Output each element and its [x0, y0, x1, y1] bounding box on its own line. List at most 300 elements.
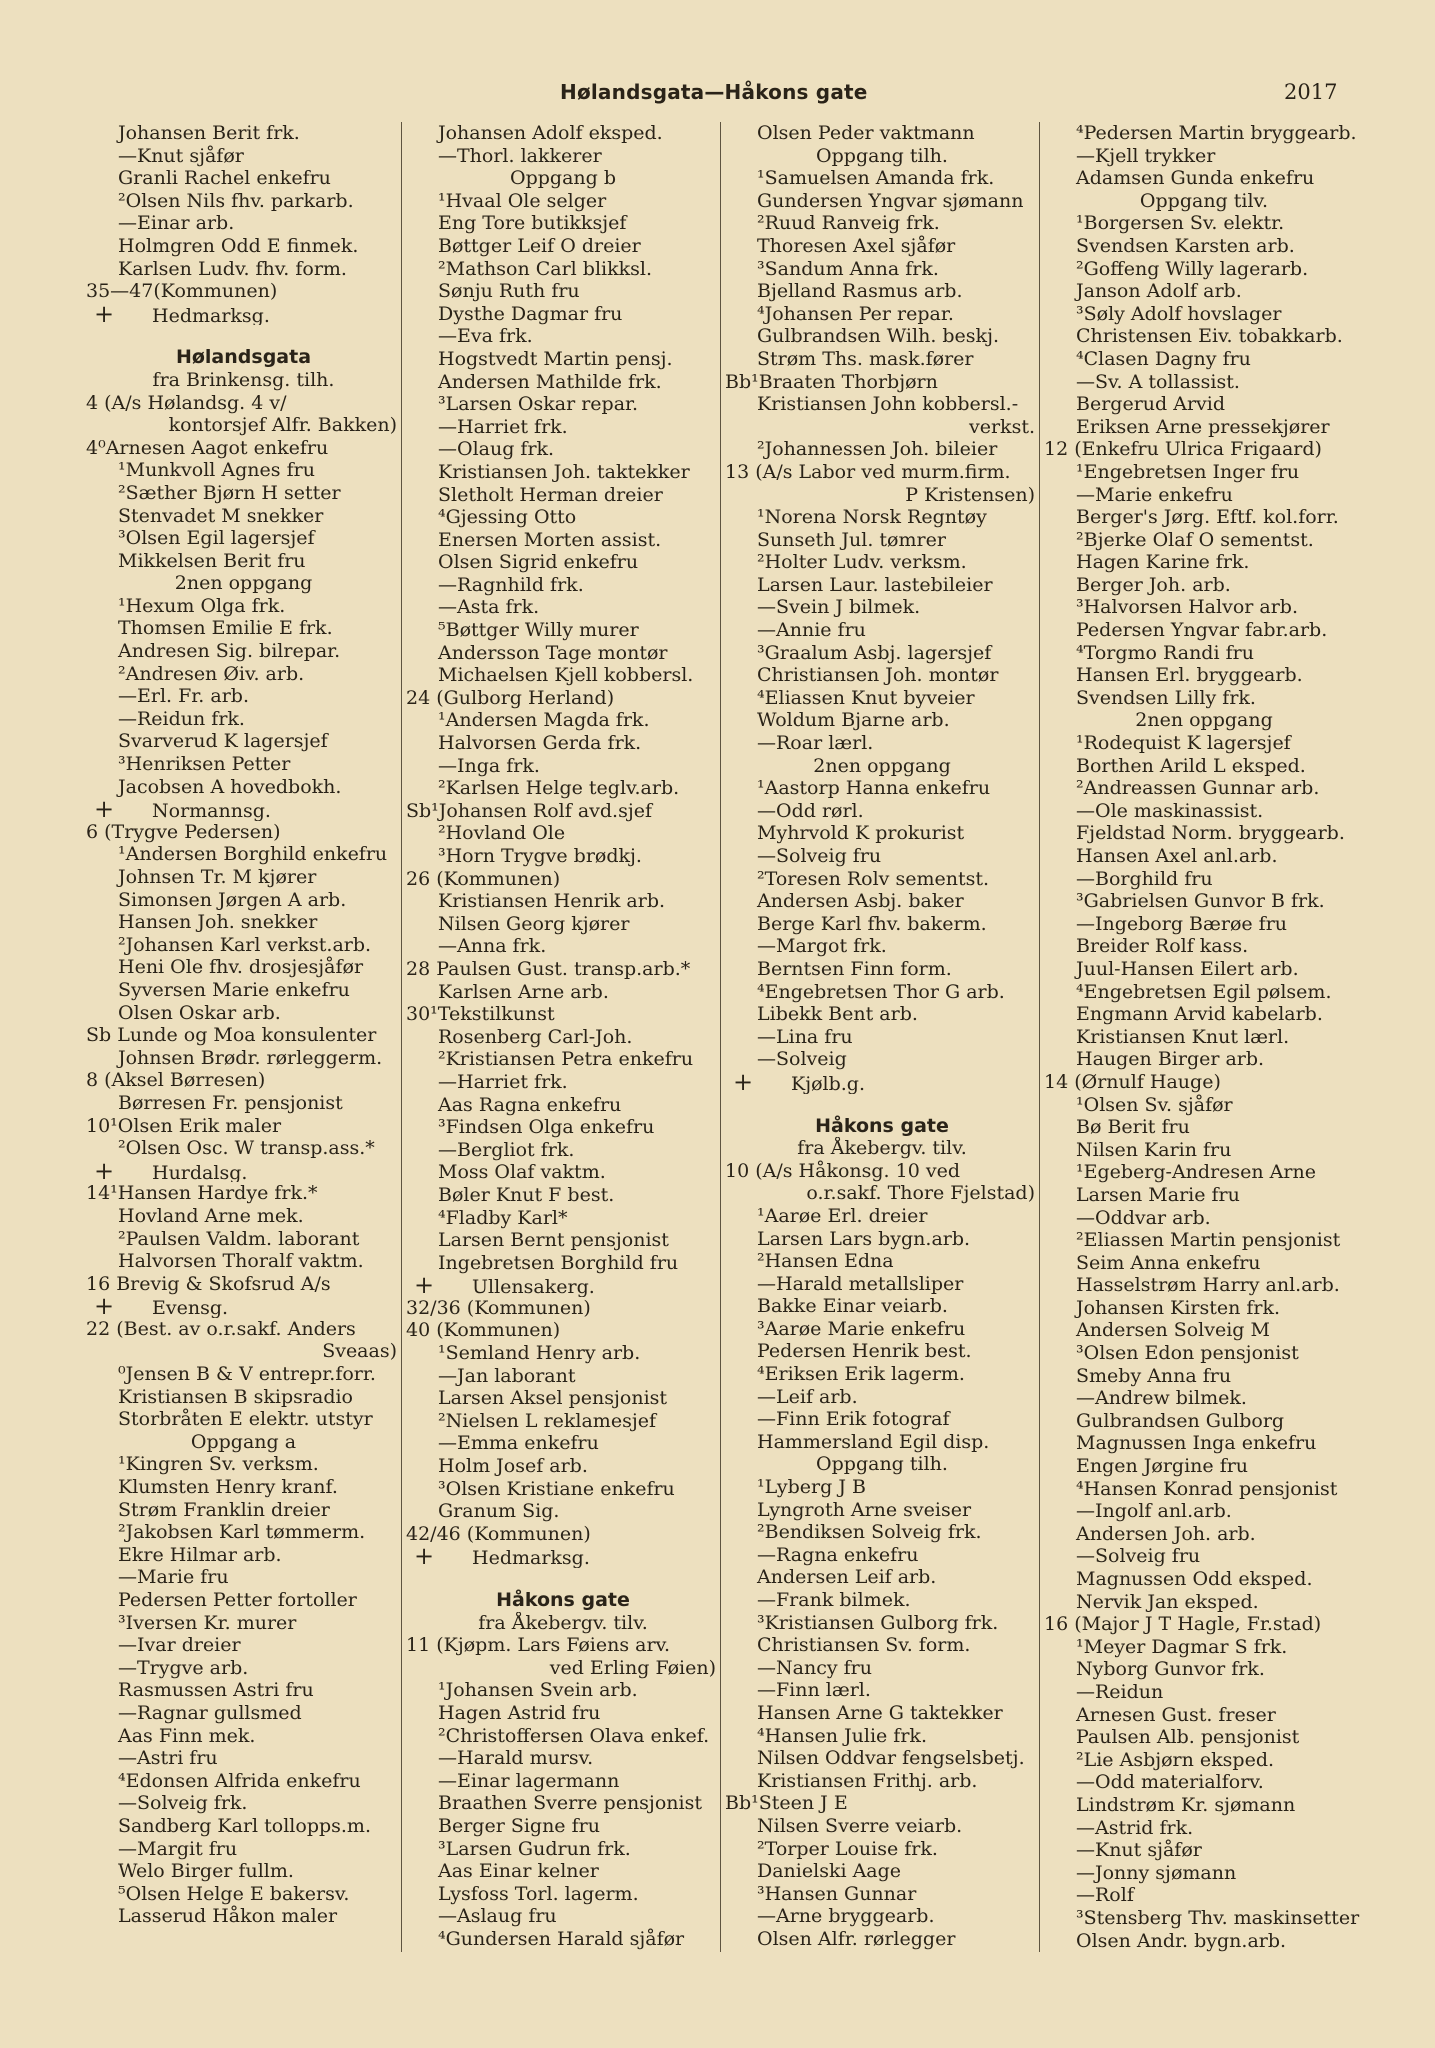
directory-entry: Thoresen Axel sjåfør [757, 234, 956, 257]
directory-entry: ⁴Hansen Julie frk. [757, 1724, 927, 1747]
directory-entry: Andersen Leif arb. [757, 1566, 937, 1589]
directory-entry: Svendsen Lilly frk. [1076, 686, 1256, 709]
directory-entry: —Solveig frk. [118, 1792, 248, 1815]
directory-entry: —Rolf [1076, 1884, 1134, 1907]
directory-entry: —Jonny sjømann [1076, 1861, 1237, 1884]
directory-entry: ¹Aastorp Hanna enkefru [757, 777, 991, 800]
directory-entry: ²Torper Louise frk. [757, 1837, 938, 1860]
cross-icon: + [414, 1274, 435, 1297]
directory-entry: ⁴Edonsen Alfrida enkefru [118, 1769, 361, 1792]
street-heading: Håkons gate [815, 1114, 949, 1137]
directory-entry: ²Ruud Ranveig frk. [757, 212, 940, 235]
directory-entry: Danielski Aage [757, 1860, 902, 1883]
directory-entry: Johansen Kirsten frk. [1076, 1296, 1281, 1319]
stairway-label: fra Brinkensg. tilh. [152, 368, 335, 391]
directory-entry: Nilsen Georg kjører [438, 912, 630, 935]
directory-entry: Mikkelsen Berit fru [118, 549, 306, 572]
directory-entry: Pedersen Yngvar fabr.arb. [1076, 619, 1328, 642]
directory-entry: Heni Ole fhv. drosjesjåfør [118, 956, 364, 979]
directory-entry: ⁴Eliassen Knut byveier [757, 686, 975, 709]
directory-entry: ¹Johansen Svein arb. [438, 1679, 638, 1702]
directory-entry: Hasselstrøm Harry anl.arb. [1076, 1274, 1340, 1297]
directory-entry: ¹Olsen Sv. sjåfør [1076, 1093, 1233, 1116]
address-entry: 16 Brevig & Skofsrud A/s [86, 1272, 331, 1295]
directory-entry: —Kjell trykker [1076, 144, 1216, 167]
page-header [0, 80, 1435, 112]
directory-entry: ⁴Pedersen Martin bryggearb. [1076, 122, 1357, 144]
directory-entry: —Finn lærl. [757, 1679, 871, 1702]
directory-entry: —Oddvar arb. [1076, 1206, 1211, 1229]
directory-entry: Smeby Anna fru [1076, 1364, 1232, 1387]
directory-entry: ⁴Fladby Karl* [438, 1206, 568, 1229]
address-entry: 13 (A/s Labor ved murm.firm. [725, 460, 1011, 483]
directory-entry: Kristiansen Joh. taktekker [438, 460, 690, 483]
directory-entry: Rasmussen Astri fru [118, 1679, 314, 1702]
address-entry: 4⁰Arnesen Aagot enkefru [86, 436, 329, 459]
directory-entry: —Trygve arb. [118, 1656, 249, 1679]
address-entry: 8 (Aksel Børresen) [86, 1069, 266, 1092]
address-entry: 10 (A/s Håkonsg. 10 ved [725, 1159, 960, 1182]
directory-entry: —Astrid frk. [1076, 1816, 1194, 1839]
directory-entry: Andersen Solveig M [1076, 1319, 1270, 1342]
directory-entry: —Harriet frk. [438, 415, 568, 438]
directory-entry: Granli Rachel enkefru [118, 167, 331, 190]
directory-entry: Hagen Karine frk. [1076, 551, 1250, 574]
directory-entry: Hagen Astrid fru [438, 1701, 601, 1724]
directory-entry: —Inga frk. [438, 754, 540, 777]
directory-entry: —Sv. A tollassist. [1076, 370, 1240, 393]
directory-entry: Larsen Lars bygn.arb. [757, 1227, 971, 1250]
entry-continuation: Sveaas) [322, 1340, 397, 1363]
directory-entry: ²Olsen Nils fhv. parkarb. [118, 189, 354, 212]
column-4 [1039, 122, 1364, 1952]
directory-entry: ¹Andersen Magda frk. [438, 709, 650, 732]
address-entry: 14 (Ørnulf Hauge) [1044, 1070, 1221, 1093]
directory-entry: —Borghild fru [1076, 867, 1213, 890]
directory-entry: Engen Jørgine fru [1076, 1455, 1249, 1478]
directory-entry: —Erl. Fr. arb. [118, 685, 249, 708]
directory-entry: Ingebretsen Borghild fru [438, 1251, 679, 1274]
directory-entry: Kristiansen B skipsradio [118, 1385, 353, 1408]
address-entry: 28 Paulsen Gust. transp.arb.* [406, 957, 691, 980]
cross-street-name: Normannsg. [152, 800, 271, 821]
stairway-label: Oppgang tilh. [816, 144, 948, 167]
stairway-label: 2nen oppgang [1135, 709, 1273, 732]
address-entry: 10¹Olsen Erik maler [86, 1114, 282, 1137]
entry-continuation: ved Erling Føien) [549, 1656, 716, 1679]
directory-entry: Nilsen Sverre veiarb. [757, 1814, 963, 1837]
directory-entry: Kristiansen John kobbersl.- [757, 393, 1019, 416]
cross-street-name: Evensg. [152, 1297, 229, 1318]
stairway-label: fra Åkebergv. tilv. [797, 1137, 967, 1160]
directory-entry: —Knut sjåfør [1076, 1839, 1202, 1862]
directory-entry: Kristiansen Knut lærl. [1076, 1025, 1290, 1048]
directory-entry: —Ragna enkefru [757, 1543, 919, 1566]
directory-entry: Olsen Peder vaktmann [757, 122, 975, 144]
address-entry: 16 (Major J T Hagle, Fr.stad) [1044, 1613, 1322, 1636]
directory-entry: Andersen Mathilde frk. [438, 370, 662, 393]
directory-entry: —Ragnar gullsmed [118, 1701, 302, 1724]
directory-entry: Lyngroth Arne sveiser [757, 1498, 972, 1521]
directory-entry: ⁴Torgmo Randi fru [1076, 641, 1254, 664]
directory-entry: Libekk Bent arb. [757, 1003, 918, 1026]
directory-entry: Berge Karl fhv. bakerm. [757, 912, 987, 935]
directory-entry: ¹Samuelsen Amanda frk. [757, 167, 995, 190]
directory-entry: ³Larsen Oskar repar. [438, 393, 639, 416]
directory-entry: ⁰Jensen B & V entrepr.forr. [118, 1363, 376, 1386]
directory-entry: ¹Lyberg J B [757, 1476, 866, 1499]
directory-entry: —Solveig fru [1076, 1545, 1201, 1568]
directory-entry: —Eva frk. [438, 325, 533, 348]
stairway-label: Oppgang tilv. [1139, 189, 1269, 212]
cross-icon: + [94, 1295, 115, 1318]
directory-entry: Aas Ragna enkefru [438, 1093, 622, 1116]
directory-entry: —Einar lagermann [438, 1769, 620, 1792]
address-entry: Bb¹Steen J E [725, 1792, 848, 1815]
directory-entry: ³Sandum Anna frk. [757, 257, 939, 280]
directory-entry: ³Hansen Gunnar [757, 1882, 917, 1905]
directory-entry: Klumsten Henry kranf. [118, 1476, 338, 1499]
directory-entry: ²Bendiksen Solveig frk. [757, 1521, 982, 1544]
directory-entry: ³Stensberg Thv. maskinsetter [1076, 1906, 1360, 1929]
directory-entry: ²Toresen Rolv sementst. [757, 867, 989, 890]
directory-entry: ²Jakobsen Karl tømmerm. [118, 1521, 366, 1544]
directory-entry: Andersen Asbj. baker [757, 890, 964, 913]
directory-entry: —Ole maskinassist. [1076, 799, 1264, 822]
directory-entry: Engmann Arvid kabelarb. [1076, 1003, 1323, 1026]
cross-street-marker [725, 1071, 1039, 1094]
directory-entry: Arnesen Gust. freser [1076, 1703, 1276, 1726]
cross-street-marker [406, 1274, 720, 1297]
directory-entry: ²Sæther Bjørn H setter [118, 481, 341, 504]
directory-entry: ³Graalum Asbj. lagersjef [757, 641, 992, 664]
address-entry: Sb Lunde og Moa konsulenter [86, 1024, 377, 1047]
column-2 [401, 122, 720, 1952]
directory-entry: ²Kristiansen Petra enkefru [438, 1048, 694, 1071]
cross-street-name: Hurdalsg. [152, 1161, 248, 1183]
directory-entry: —Odd rørl. [757, 799, 864, 822]
directory-entry: Juul-Hansen Eilert arb. [1076, 957, 1299, 980]
directory-entry: Eriksen Arne pressekjører [1076, 415, 1330, 438]
directory-entry: Halvorsen Gerda frk. [438, 732, 642, 755]
directory-entry: —Margit fru [118, 1837, 238, 1860]
directory-entry: Karlsen Arne arb. [438, 980, 609, 1003]
directory-entry: Magnussen Inga enkefru [1076, 1432, 1317, 1455]
directory-entry: Simonsen Jørgen A arb. [118, 888, 347, 911]
directory-entry: —Solveig fru [757, 845, 882, 867]
directory-entry: ¹Engebretsen Inger fru [1076, 460, 1300, 483]
directory-entry: ¹Egeberg-Andresen Arne [1076, 1161, 1316, 1184]
directory-entry: —Harald mursv. [438, 1747, 594, 1770]
directory-entry: —Marie enkefru [1076, 483, 1233, 506]
directory-entry: Christiansen Joh. montør [757, 664, 999, 687]
directory-entry: —Reidun frk. [118, 707, 245, 730]
directory-entry: Stenvadet M snekker [118, 504, 324, 527]
directory-entry: ⁴Johansen Per repar. [757, 302, 954, 325]
directory-entry: ³Larsen Gudrun frk. [438, 1837, 631, 1860]
directory-entry: ²Christoffersen Olava enkef. [438, 1724, 710, 1747]
directory-entry: Berger Joh. arb. [1076, 573, 1231, 596]
directory-entry: Hogstvedt Martin pensj. [438, 347, 673, 370]
stairway-label: 2nen oppgang [813, 754, 951, 777]
directory-entry: Aas Finn mek. [118, 1724, 256, 1747]
directory-entry: Kristiansen Henrik arb. [438, 890, 666, 913]
directory-entry: ³Olsen Kristiane enkefru [438, 1477, 675, 1500]
directory-entry: Haugen Birger arb. [1076, 1048, 1265, 1071]
directory-entry: Larsen Bernt pensjonist [438, 1229, 669, 1252]
directory-entry: —Arne bryggearb. [757, 1905, 935, 1928]
directory-entry: Fjeldstad Norm. bryggearb. [1076, 822, 1345, 845]
directory-entry: Rosenberg Carl-Joh. [438, 1025, 633, 1048]
directory-entry: ²Johannessen Joh. bileier [757, 438, 998, 461]
cross-street-marker [86, 798, 401, 821]
directory-entry: Sunseth Jul. tømrer [757, 528, 946, 551]
street-heading: Hølandsgata [175, 346, 312, 369]
directory-entry: Lasserud Håkon maler [118, 1905, 338, 1928]
cross-street-marker [406, 1545, 720, 1568]
directory-entry: —Thorl. lakkerer [438, 144, 602, 167]
directory-entry: —Anna frk. [438, 935, 547, 958]
directory-entry: ⁵Bøttger Willy murer [438, 619, 639, 642]
directory-entry: Aas Einar kelner [438, 1860, 599, 1883]
directory-entry: Larsen Aksel pensjonist [438, 1387, 668, 1410]
directory-entry: Michaelsen Kjell kobbersl. [438, 664, 694, 687]
directory-entry: ²Goffeng Willy lagerarb. [1076, 257, 1309, 280]
cross-street-marker [86, 1295, 401, 1318]
cross-icon: + [94, 798, 115, 821]
directory-entry: Berger's Jørg. Eftf. kol.forr. [1076, 506, 1339, 529]
directory-entry: ⁴Gjessing Otto [438, 506, 577, 529]
directory-entry: Moss Olaf vaktm. [438, 1161, 606, 1184]
directory-entry: Ekre Hilmar arb. [118, 1543, 282, 1566]
directory-entry: Gulbrandsen Gulborg [1076, 1409, 1285, 1432]
cross-street-marker [86, 1160, 401, 1183]
entry-continuation: P Kristensen) [905, 483, 1035, 506]
directory-entry: Woldum Bjarne arb. [757, 709, 950, 732]
directory-entry: Bergerud Arvid [1076, 393, 1225, 416]
directory-entry: Strøm Franklin dreier [118, 1498, 330, 1521]
directory-entry: ²Nielsen L reklamesjef [438, 1409, 656, 1432]
directory-entry: ³Olsen Edon pensjonist [1076, 1342, 1299, 1365]
directory-entry: Christensen Eiv. tobakkarb. [1076, 325, 1343, 348]
directory-entry: ³Aarøe Marie enkefru [757, 1317, 966, 1340]
directory-entry: ²Lie Asbjørn eksped. [1076, 1748, 1275, 1771]
directory-entry: Larsen Laur. lastebileier [757, 573, 993, 596]
directory-entry: Svendsen Karsten arb. [1076, 234, 1295, 257]
directory-entry: Børresen Fr. pensjonist [118, 1091, 343, 1114]
directory-entry: —Ivar dreier [118, 1634, 241, 1657]
directory-entry: Strøm Ths. mask.fører [757, 347, 974, 370]
directory-entry: Eng Tore butikksjef [438, 212, 627, 235]
directory-entry: —Nancy fru [757, 1656, 872, 1679]
directory-entry: Kristiansen Frithj. arb. [757, 1769, 978, 1792]
directory-entry: Johnsen Tr. M kjører [118, 866, 317, 888]
directory-entry: ²Andresen Øiv. arb. [118, 662, 305, 685]
directory-entry: Holm Josef arb. [438, 1455, 588, 1478]
directory-columns [82, 122, 1364, 1952]
directory-entry: Hansen Axel anl.arb. [1076, 845, 1278, 867]
directory-entry: Enersen Morten assist. [438, 528, 662, 551]
address-entry: 6 (Trygve Pedersen) [86, 820, 281, 843]
directory-entry: ⁴Engebretsen Egil pølsem. [1076, 980, 1332, 1003]
directory-entry: Gulbrandsen Wilh. beskj. [757, 325, 999, 348]
spacer [406, 1568, 720, 1580]
directory-entry: Larsen Marie fru [1076, 1183, 1240, 1206]
address-entry: 30¹Tekstilkunst [406, 1003, 555, 1026]
directory-entry: Svarverud K lagersjef [118, 730, 328, 753]
directory-entry: —Ingeborg Bærøe fru [1076, 912, 1288, 935]
directory-entry: Andersson Tage montør [438, 641, 668, 664]
cross-icon: + [733, 1070, 754, 1094]
directory-entry: Adamsen Gunda enkefru [1076, 167, 1315, 190]
directory-entry: Magnussen Odd eksped. [1076, 1568, 1313, 1590]
directory-entry: —Marie fru [118, 1566, 229, 1589]
cross-icon: + [94, 302, 115, 326]
running-title: Hølandsgata—Håkons gate [560, 80, 868, 104]
directory-entry: ¹Andersen Borghild enkefru [118, 843, 388, 866]
directory-entry: ²Andreassen Gunnar arb. [1076, 777, 1320, 800]
directory-entry: Hansen Arne G taktekker [757, 1701, 1003, 1724]
column-1 [82, 122, 401, 1952]
cross-icon: + [94, 1159, 115, 1183]
directory-entry: Syversen Marie enkefru [118, 978, 350, 1001]
directory-entry: —Astri fru [118, 1747, 218, 1770]
directory-entry: ²Hovland Ole [438, 822, 566, 845]
directory-entry: ¹Norena Norsk Regntøy [757, 506, 987, 529]
directory-entry: Olsen Oskar arb. [118, 1001, 281, 1024]
directory-entry: —Leif arb. [757, 1385, 858, 1408]
directory-entry: Berger Signe fru [438, 1814, 600, 1837]
directory-entry: Lysfoss Torl. lagerm. [438, 1882, 639, 1905]
directory-entry: —Roar lærl. [757, 732, 874, 755]
directory-entry: —Solveig [757, 1048, 847, 1071]
directory-entry: Johansen Berit frk. [118, 122, 300, 144]
directory-entry: ³Kristiansen Gulborg frk. [757, 1611, 999, 1634]
address-entry: 12 (Enkefru Ulrica Frigaard) [1044, 438, 1322, 461]
directory-entry: Bøttger Leif O dreier [438, 234, 641, 257]
directory-entry: Nervik Jan eksped. [1076, 1590, 1259, 1613]
cross-icon: + [414, 1545, 435, 1568]
directory-entry: ¹Rodequist K lagersjef [1076, 732, 1291, 755]
directory-entry: Welo Birger fullm. [118, 1860, 294, 1883]
directory-entry: ⁴Gundersen Harald sjåfør [438, 1927, 685, 1950]
stairway-label: 2nen oppgang [174, 572, 313, 595]
directory-entry: Seim Anna enkefru [1076, 1251, 1261, 1274]
directory-entry: Granum Sig. [438, 1500, 560, 1523]
directory-entry: Nyborg Gunvor frk. [1076, 1658, 1265, 1681]
directory-entry: ³Søly Adolf hovslager [1076, 302, 1282, 325]
directory-entry: ³Olsen Egil lagersjef [118, 527, 315, 550]
directory-entry: ⁴Clasen Dagny fru [1076, 347, 1251, 370]
directory-entry: Jacobsen A hovedbokh. [118, 775, 342, 798]
directory-entry: —Ingolf anl.arb. [1076, 1500, 1232, 1523]
directory-entry: ³Iversen Kr. murer [118, 1611, 297, 1634]
directory-entry: Hovland Arne mek. [118, 1204, 304, 1227]
page-number: 2017 [1284, 80, 1338, 104]
directory-entry: ³Halvorsen Halvor arb. [1076, 596, 1298, 619]
directory-entry: Dysthe Dagmar fru [438, 302, 623, 325]
directory-entry: ³Gabrielsen Gunvor B frk. [1076, 890, 1325, 913]
entry-continuation: o.r.sakf. Thore Fjelstad) [806, 1182, 1035, 1205]
directory-entry: Nilsen Karin fru [1076, 1138, 1232, 1161]
directory-entry: —Margot frk. [757, 935, 887, 958]
directory-entry: ²Bjerke Olaf O sementst. [1076, 528, 1314, 551]
address-entry: 35—47(Kommunen) [86, 280, 278, 303]
directory-entry: ²Holter Ludv. verksm. [757, 551, 967, 574]
address-entry: 32/36 (Kommunen) [406, 1296, 591, 1319]
directory-entry: ¹Munkvoll Agnes fru [118, 459, 315, 482]
directory-entry: Bjelland Rasmus arb. [757, 280, 963, 303]
address-entry: 40 (Kommunen) [406, 1319, 561, 1342]
directory-entry: Bakke Einar veiarb. [757, 1295, 948, 1318]
column-3 [720, 122, 1039, 1952]
entry-continuation: verkst. [969, 415, 1035, 438]
directory-entry: Pedersen Petter fortoller [118, 1589, 357, 1611]
directory-entry: ²Hansen Edna [757, 1250, 894, 1273]
directory-entry: ¹Hexum Olga frk. [118, 594, 286, 617]
directory-entry: —Svein J bilmek. [757, 596, 921, 619]
directory-entry: Thomsen Emilie E frk. [118, 617, 333, 640]
cross-street-name: Hedmarksg. [472, 1547, 590, 1568]
directory-entry: ³Henriksen Petter [118, 753, 291, 776]
stairway-label: Oppgang a [190, 1430, 297, 1453]
directory-entry: —Odd materialforv. [1076, 1771, 1264, 1794]
directory-entry: Olsen Sigrid enkefru [438, 551, 639, 574]
directory-entry: Olsen Andr. bygn.arb. [1076, 1929, 1287, 1952]
stairway-label: fra Åkebergv. tilv. [478, 1611, 648, 1634]
directory-entry: —Reidun [1076, 1680, 1164, 1703]
directory-entry: —Asta frk. [438, 596, 540, 619]
directory-entry: Sønju Ruth fru [438, 280, 580, 303]
directory-entry: Hansen Joh. snekker [118, 911, 318, 934]
directory-entry: Janson Adolf arb. [1076, 280, 1242, 303]
directory-entry: ¹Aarøe Erl. dreier [757, 1204, 928, 1227]
directory-entry: ⁴Engebretsen Thor G arb. [757, 980, 1005, 1003]
directory-entry: ³Findsen Olga enkefru [438, 1116, 655, 1139]
directory-entry: Breider Rolf kass. [1076, 935, 1249, 958]
street-heading: Håkons gate [496, 1589, 630, 1611]
directory-entry: —Annie fru [757, 619, 866, 642]
directory-entry: ⁴Eriksen Erik lagerm. [757, 1363, 965, 1386]
directory-entry: —Aslaug fru [438, 1905, 557, 1928]
directory-entry: Hammersland Egil disp. [757, 1430, 990, 1453]
address-entry: Sb¹Johansen Rolf avd.sjef [406, 799, 652, 822]
directory-entry: ²Paulsen Valdm. laborant [118, 1227, 360, 1250]
directory-entry: Halvorsen Thoralf vaktm. [118, 1250, 364, 1273]
directory-entry: ¹Borgersen Sv. elektr. [1076, 212, 1285, 235]
entry-continuation: kontorsjef Alfr. Bakken) [168, 414, 397, 437]
directory-entry: Nilsen Oddvar fengselsbetj. [757, 1747, 1025, 1770]
directory-entry: Sandberg Karl tollopps.m. [118, 1814, 371, 1837]
directory-entry: ¹Kingren Sv. verksm. [118, 1453, 319, 1476]
directory-entry: Braathen Sverre pensjonist [438, 1792, 702, 1815]
directory-entry: Bøler Knut F best. [438, 1183, 615, 1206]
directory-entry: Johansen Adolf eksped. [438, 122, 663, 144]
directory-entry: ³Horn Trygve brødkj. [438, 845, 642, 867]
spacer [86, 325, 401, 337]
directory-entry: —Andrew bilmek. [1076, 1387, 1247, 1410]
cross-street-name: Ullensakerg. [472, 1276, 595, 1297]
directory-entry: —Einar arb. [118, 212, 235, 235]
address-entry: 24 (Gulborg Herland) [406, 686, 615, 709]
address-entry: 42/46 (Kommunen) [406, 1522, 591, 1545]
directory-entry: —Frank bilmek. [757, 1589, 911, 1611]
address-entry: 26 (Kommunen) [406, 867, 561, 890]
directory-entry: Pedersen Henrik best. [757, 1340, 972, 1363]
directory-entry: Andersen Joh. arb. [1076, 1522, 1256, 1545]
directory-entry: —Bergliot frk. [438, 1138, 575, 1161]
directory-entry: Lindstrøm Kr. sjømann [1076, 1793, 1296, 1816]
